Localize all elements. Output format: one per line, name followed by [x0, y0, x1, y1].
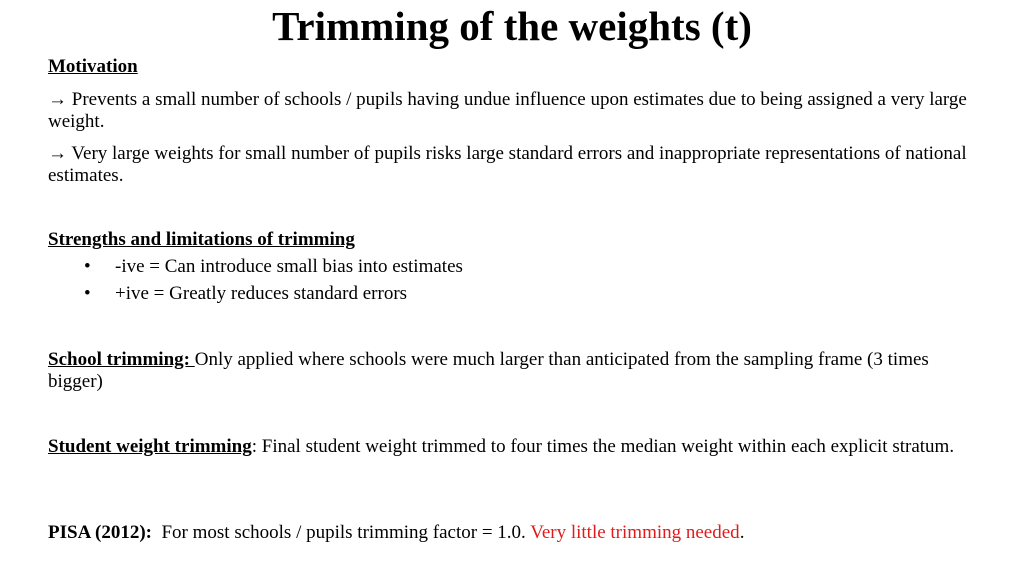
strengths-list [84, 253, 463, 307]
student-trimming-text: : Final student weight trimmed to four times the median weight within each explicit stratum. [251, 436, 955, 457]
motivation-heading [48, 56, 978, 78]
pisa-highlight: Very little trimming needed [530, 522, 740, 543]
motivation-point-2: → Very large weights for small number of pupils risks large standard errors and inappropriate representations of national estimates. [48, 143, 967, 186]
student-weight-trimming [48, 436, 978, 458]
student-trimming-heading: Student weight trimming [48, 436, 252, 457]
pisa-note [48, 522, 978, 544]
strengths-heading [48, 229, 978, 251]
bullet-text: +ive = Greatly reduces standard errors [115, 283, 408, 304]
strengths-heading-text: Strengths and limitations of trimming [48, 229, 355, 250]
pisa-end: . [739, 522, 745, 543]
pisa-text: For most schools / pupils trimming factor = 1.0. [151, 522, 531, 543]
school-trimming [48, 349, 978, 393]
pisa-heading: PISA (2012): [48, 522, 152, 543]
bullet-icon: • [84, 283, 91, 304]
school-trimming-text: Only applied where schools were much larger than anticipated from the sampling frame (3 times bigger) [48, 349, 929, 392]
school-trimming-heading: School trimming: [48, 349, 195, 370]
bullet-text: -ive = Can introduce small bias into estimates [115, 256, 463, 277]
list-item [84, 280, 463, 307]
list-item [84, 253, 463, 280]
motivation-heading-text: Motivation [48, 56, 138, 77]
motivation-point-1: → Prevents a small number of schools / pupils having undue influence upon estimates due to being assigned a very large weight. [48, 89, 967, 132]
bullet-icon: • [84, 256, 91, 277]
slide-title: Trimming of the weights (t) [272, 3, 752, 49]
